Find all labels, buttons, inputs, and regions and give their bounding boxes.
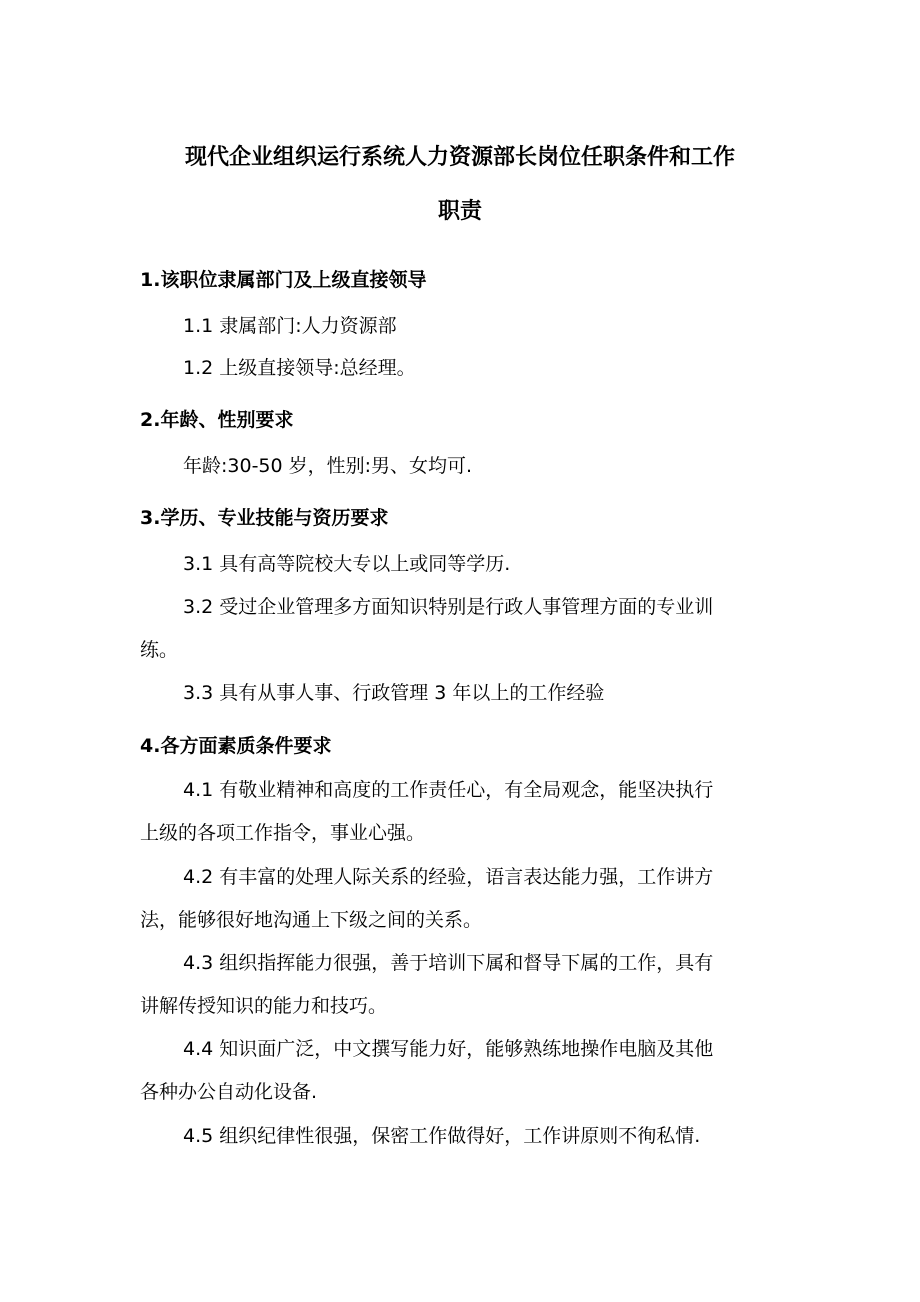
section-3-2-text-cont: 练。 [140, 639, 179, 661]
section-2-heading: 2.年龄、性别要求 [140, 409, 294, 431]
section-4-5-text: 4.5 组织纪律性很强，保密工作做得好，工作讲原则不徇私情. [183, 1125, 701, 1147]
section-4-2-text-cont: 法，能够很好地沟通上下级之间的关系。 [140, 909, 483, 931]
section-4-3-text-cont: 讲解传授知识的能力和技巧。 [140, 995, 388, 1017]
document-title-line-1: 现代企业组织运行系统人力资源部长岗位任职条件和工作 [184, 145, 735, 170]
section-3-heading: 3.学历、专业技能与资历要求 [140, 507, 389, 529]
section-1-heading: 1.该职位隶属部门及上级直接领导 [140, 269, 427, 291]
section-4-heading: 4.各方面素质条件要求 [140, 735, 332, 757]
section-3-2-text: 3.2 受过企业管理多方面知识特别是行政人事管理方面的专业训 [183, 596, 714, 618]
section-4-1-text-cont: 上级的各项工作指令，事业心强。 [140, 822, 426, 844]
section-4-4-text: 4.4 知识面广泛，中文撰写能力好，能够熟练地操作电脑及其他 [183, 1038, 714, 1060]
section-4-2-text: 4.2 有丰富的处理人际关系的经验，语言表达能力强，工作讲方 [183, 866, 714, 888]
section-4-4-text-cont: 各种办公自动化设备. [140, 1081, 318, 1103]
section-3-3-text: 3.3 具有从事人事、行政管理 3 年以上的工作经验 [183, 682, 605, 704]
section-4-3-text: 4.3 组织指挥能力很强，善于培训下属和督导下属的工作，具有 [183, 952, 714, 974]
section-2-text: 年龄:30-50 岁，性别:男、女均可. [183, 455, 473, 477]
section-4-1-text: 4.1 有敬业精神和高度的工作责任心，有全局观念，能坚决执行 [183, 779, 714, 801]
section-3-1-text: 3.1 具有高等院校大专以上或同等学历. [183, 553, 511, 575]
section-1-2-text: 1.2 上级直接领导:总经理。 [183, 357, 416, 379]
document-title-line-2: 职责 [437, 199, 482, 224]
section-1-1-text: 1.1 隶属部门:人力资源部 [183, 315, 397, 337]
